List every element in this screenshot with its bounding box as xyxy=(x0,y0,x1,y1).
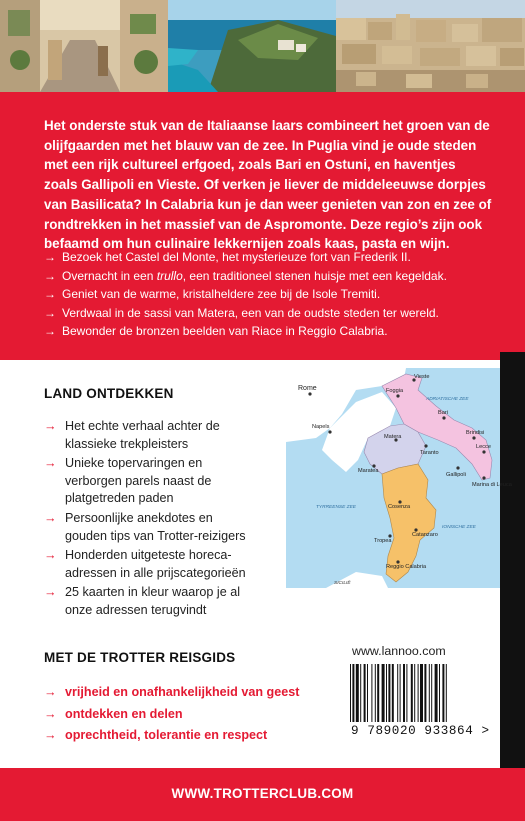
map-label: SICILIË xyxy=(334,581,351,586)
arrow-icon: → xyxy=(44,419,57,433)
list-item: → ontdekken en delen xyxy=(44,704,299,726)
list-item: → Unieke topervaringen en verborgen parels naast de platgetreden paden xyxy=(44,456,212,506)
barcode-bar xyxy=(446,664,447,722)
arrow-icon: → xyxy=(44,585,57,600)
map-label: Marina di Leuca xyxy=(472,482,512,488)
trotter-heading: MET DE TROTTER REISGIDS xyxy=(44,650,236,665)
list-item: → Persoonlijke anekdotes en gouden tips van Trotter-reizigers xyxy=(44,510,246,543)
highlights-list xyxy=(44,248,504,341)
map-label: TYRREENSE ZEE xyxy=(316,505,356,510)
barcode-bar xyxy=(367,664,368,722)
map-label: Maratea xyxy=(358,468,379,474)
arrow-icon: → xyxy=(44,548,57,563)
land-heading: LAND ONTDEKKEN xyxy=(44,386,174,401)
arrow-icon: → xyxy=(44,287,56,302)
barcode-bar xyxy=(388,664,390,722)
trotter-values-list xyxy=(44,682,299,747)
map-label: Reggio Calabria xyxy=(386,564,427,570)
highlight-item: → Geniet van de warme, kristalheldere zee bij de Isole Tremiti. xyxy=(44,285,504,304)
map-label: Rome xyxy=(298,385,317,392)
info-panel xyxy=(0,360,512,768)
arrow-icon: → xyxy=(44,456,57,471)
map-label: Brindisi xyxy=(466,430,485,436)
arrow-icon: → xyxy=(44,728,57,742)
spine-strip xyxy=(500,352,525,768)
barcode-bar xyxy=(411,664,413,722)
barcode xyxy=(348,664,486,730)
barcode-bar xyxy=(371,664,372,722)
barcode-bar xyxy=(439,664,440,722)
barcode-bar xyxy=(360,664,361,722)
barcode-bar xyxy=(429,664,430,722)
barcode-bar xyxy=(386,664,387,722)
intro-section xyxy=(0,92,525,360)
arrow-icon: → xyxy=(44,305,56,320)
list-item: → 25 kaarten in kleur waarop je al onze adressen terugvindt xyxy=(44,585,241,617)
region-map xyxy=(286,368,512,588)
map-label: Gallipoli xyxy=(446,472,466,478)
barcode-bar xyxy=(424,664,426,722)
footer-url[interactable]: WWW.TROTTERCLUB.COM xyxy=(171,786,354,801)
highlight-item: → Bezoek het Castel del Monte, het mysterieuze fort van Frederik II. xyxy=(44,248,504,267)
barcode-bar xyxy=(406,664,407,722)
arrow-icon: → xyxy=(44,250,56,264)
list-item: → vrijheid en onafhankelijkheid van geest xyxy=(44,682,299,704)
arrow-icon: → xyxy=(44,685,57,699)
barcode-bar xyxy=(375,664,376,722)
barcode-bar xyxy=(400,664,401,722)
map-label: Taranto xyxy=(420,450,439,456)
map-label: Cosenza xyxy=(388,504,411,510)
highlight-item: → Overnacht in een trullo, een traditioneel stenen huisje met een kegeldak. xyxy=(44,267,504,286)
barcode-bar xyxy=(431,664,432,722)
barcode-bar xyxy=(420,664,423,722)
arrow-icon: → xyxy=(44,510,57,525)
barcode-bar xyxy=(397,664,398,722)
map-label: Tropea xyxy=(374,538,392,544)
barcode-bar xyxy=(435,664,438,722)
arrow-icon: → xyxy=(44,324,56,339)
land-list xyxy=(44,418,254,622)
map-label: Lecce xyxy=(476,444,491,450)
footer-bar xyxy=(0,768,525,821)
map-label: Matera xyxy=(384,434,402,440)
barcode-bar xyxy=(377,664,379,722)
barcode-bar xyxy=(364,664,366,722)
isbn-number: 9 789020 933864 > xyxy=(351,724,490,738)
barcode-bar xyxy=(352,664,354,722)
barcode-bar xyxy=(392,664,394,722)
arrow-icon: → xyxy=(44,268,56,283)
arrow-icon: → xyxy=(44,706,57,721)
map-label: Foggia xyxy=(386,388,404,394)
highlight-item: → Verdwaal in de sassi van Matera, een van de oudste steden ter wereld. xyxy=(44,304,504,323)
map-label: IONISCHE ZEE xyxy=(442,525,476,530)
map-label: Napels xyxy=(312,424,330,430)
highlight-item: → Bewonder de bronzen beelden van Riace in Reggio Calabria. xyxy=(44,322,504,341)
map-label: ADRIATISCHE ZEE xyxy=(426,397,469,402)
publisher-website: www.lannoo.com xyxy=(352,644,446,658)
list-item: → Het echte verhaal achter de klassieke trekpleisters xyxy=(44,419,220,451)
barcode-bar xyxy=(442,664,444,722)
barcode-bar xyxy=(350,664,351,722)
map-label: Catanzaro xyxy=(412,532,438,538)
photo-alley xyxy=(0,0,168,92)
photo-coast xyxy=(168,0,336,92)
map-label: Bari xyxy=(438,410,448,416)
barcode-bar xyxy=(414,664,415,722)
barcode-bar xyxy=(382,664,385,722)
list-item: → oprechtheid, tolerantie en respect xyxy=(44,725,299,747)
map-label: Vieste xyxy=(414,374,430,380)
cover-photo-strip xyxy=(0,0,525,92)
barcode-bar xyxy=(418,664,419,722)
photo-matera xyxy=(336,0,525,92)
barcode-bar xyxy=(403,664,405,722)
intro-paragraph: Het onderste stuk van de Italiaanse laars combineert het groen van de olijfgaarden met het blauw van de zee. In Puglia vind je oude steden met een rijk cultureel erfgoed, zoals Bari en Ostuni, en haventjes zoals Gallipoli en Vieste. Of verken je liever de middeleeuwse dorpjes van Basilicata? In Calabria kun je dan weer genieten van zon en zee of rondtrekken in het massief van de Aspromonte. Deze regio’s zijn ook befaamd om hun culinaire lekkernijen zoals kaas, pasta en wijn. xyxy=(44,118,492,252)
barcode-bar xyxy=(356,664,359,722)
list-item: → Honderden uitgeteste horeca-adressen in alle prijscategorieën xyxy=(44,548,246,580)
